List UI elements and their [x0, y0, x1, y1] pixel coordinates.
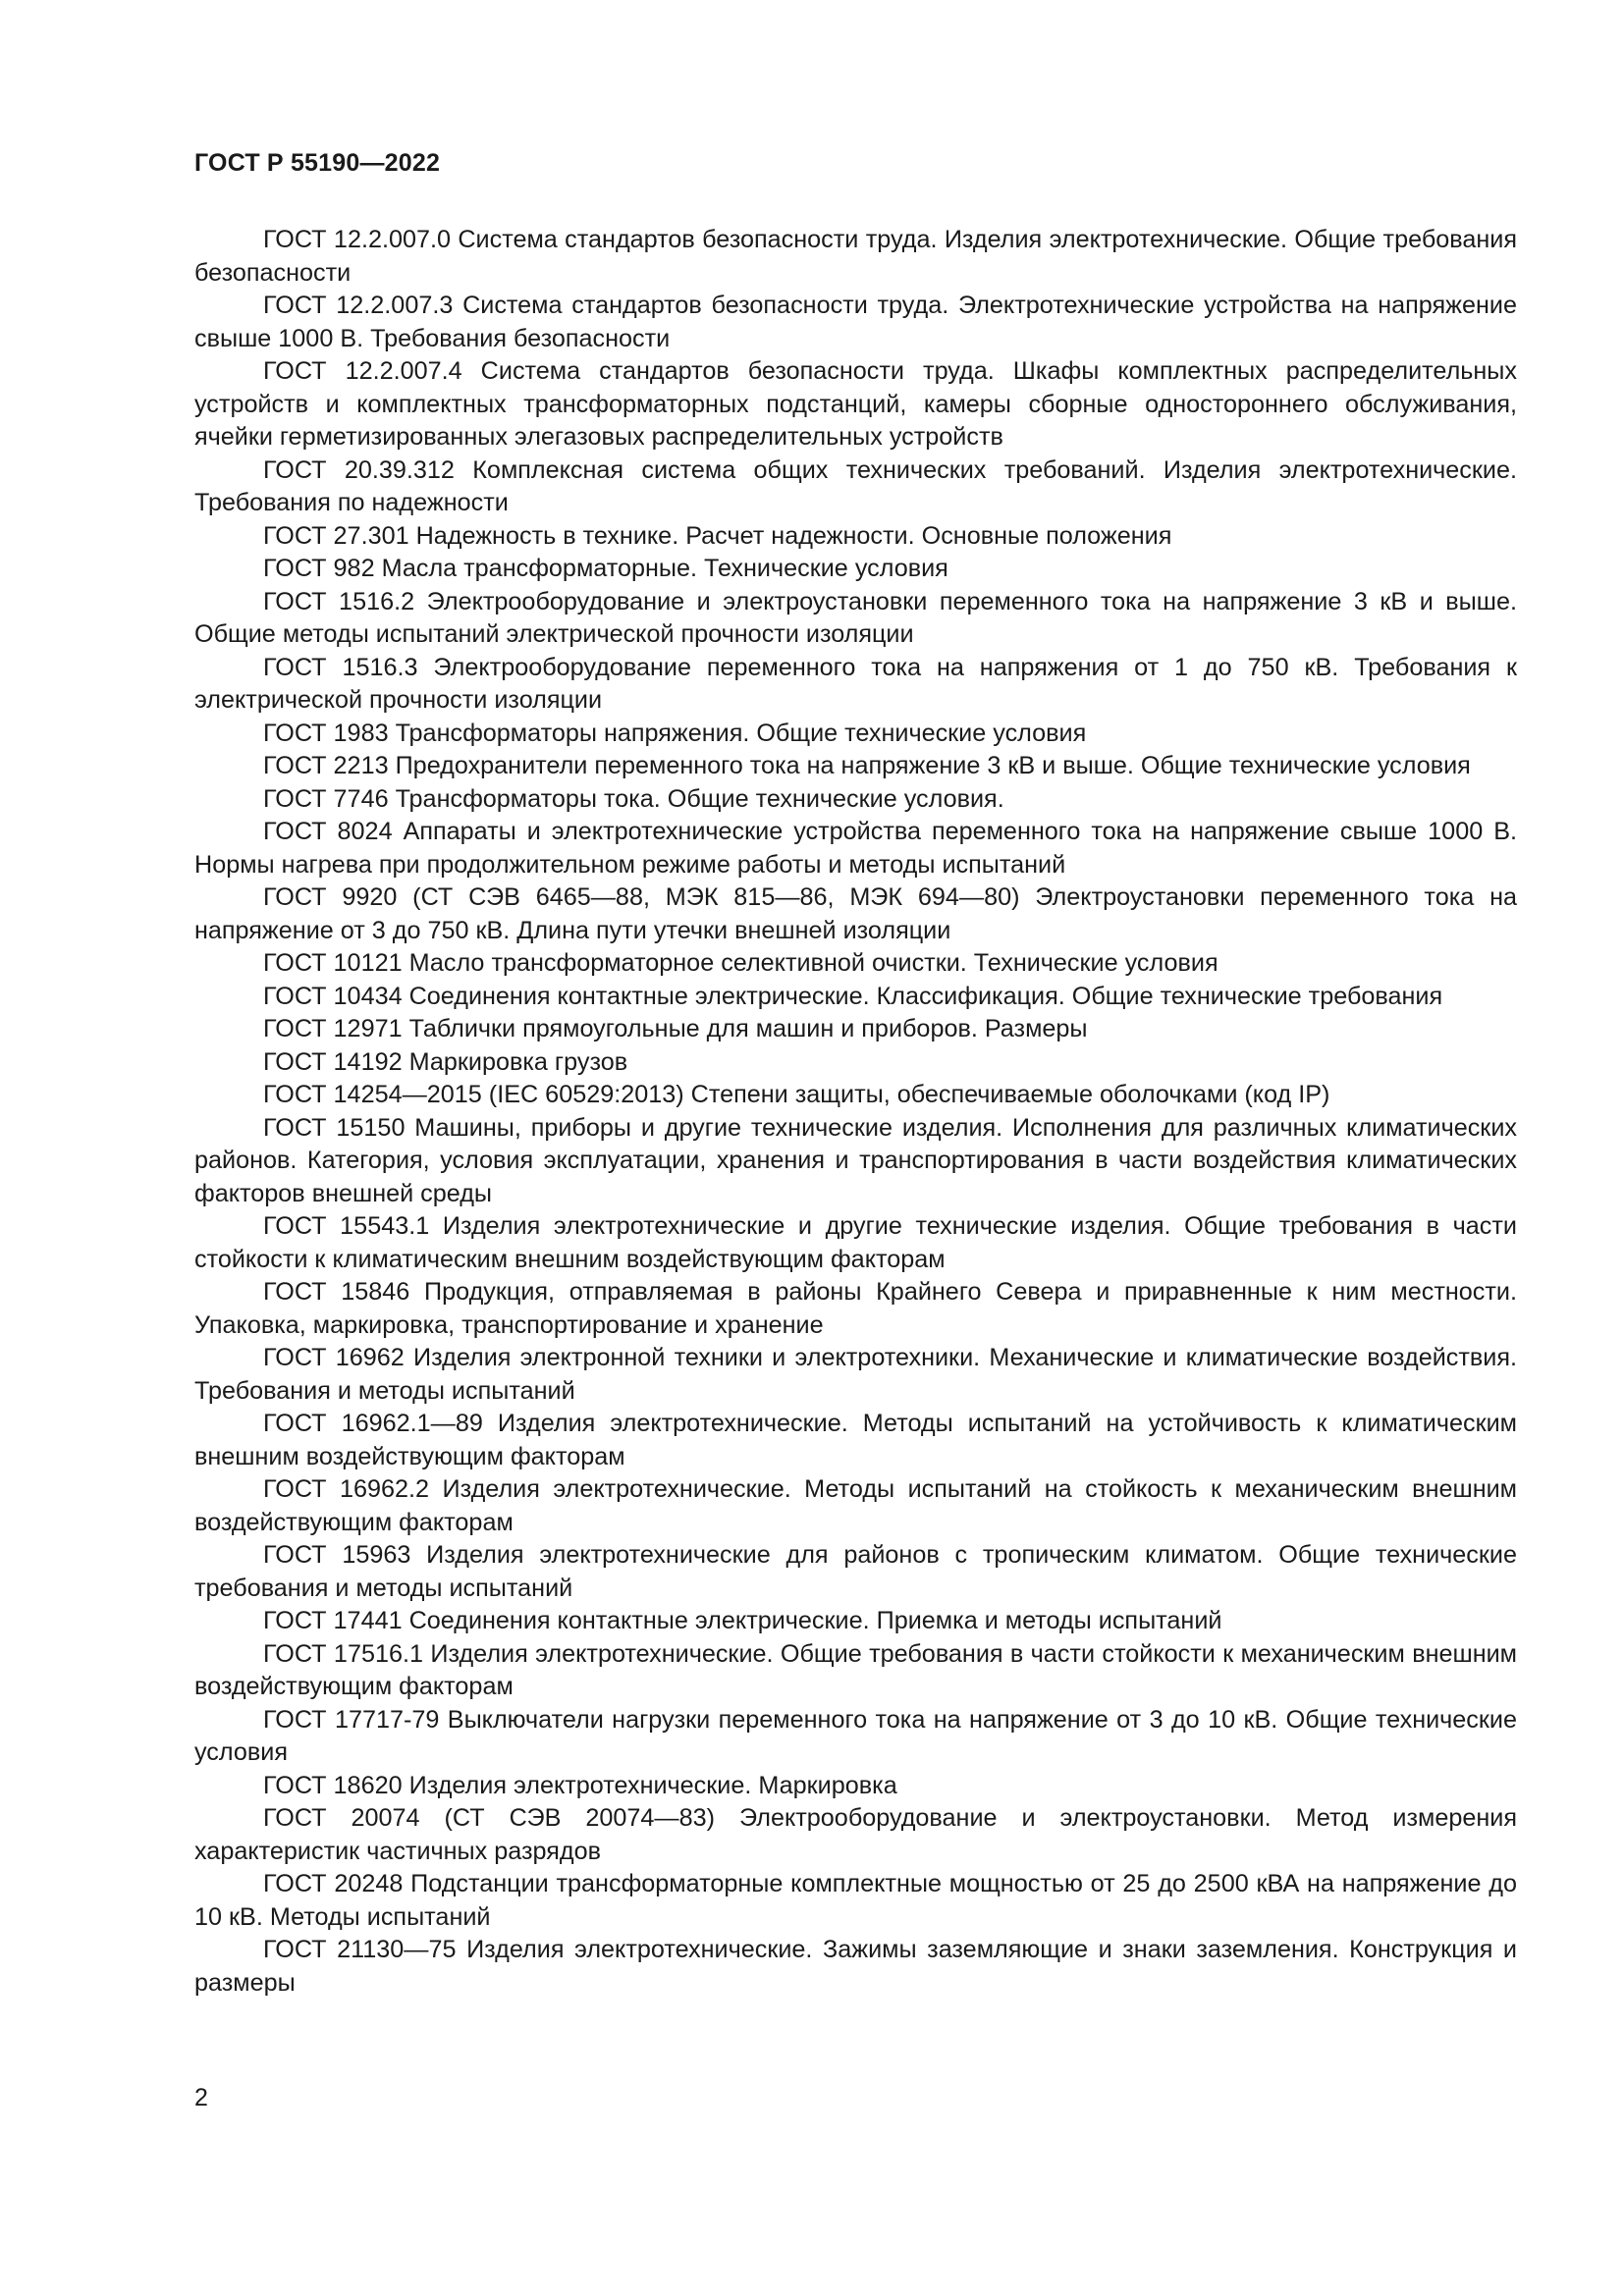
- reference-item: ГОСТ 21130—75 Изделия электротехнические. Зажимы заземляющие и знаки заземления. Конструкция и размеры: [194, 1936, 1517, 1997]
- page-number: 2: [194, 2084, 208, 2111]
- reference-item: ГОСТ 1516.2 Электрооборудование и электроустановки переменного тока на напряжение 3 кВ и выше. Общие методы испытаний электрической прочности изоляции: [194, 587, 1517, 648]
- reference-item: ГОСТ 1983 Трансформаторы напряжения. Общие технические условия: [263, 719, 1087, 747]
- reference-item: ГОСТ 17717-79 Выключатели нагрузки переменного тока на напряжение от 3 до 10 кВ. Общие технические условия: [194, 1705, 1517, 1766]
- reference-item: ГОСТ 16962 Изделия электронной техники и электротехники. Механические и климатические воздействия. Требования и методы испытаний: [194, 1344, 1517, 1405]
- reference-item: ГОСТ 14192 Маркировка грузов: [263, 1047, 628, 1076]
- reference-item: ГОСТ 8024 Аппараты и электротехнические устройства переменного тока на напряжение свыше 1000 В. Нормы нагрева при продолжительном режиме работы и методы испытаний: [194, 818, 1517, 879]
- reference-item: ГОСТ 1516.3 Электрооборудование переменного тока на напряжения от 1 до 750 кВ. Требования к электрической прочности изоляции: [194, 653, 1517, 714]
- reference-item: ГОСТ 12971 Таблички прямоугольные для машин и приборов. Размеры: [263, 1015, 1088, 1042]
- reference-item: ГОСТ 15150 Машины, приборы и другие технические изделия. Исполнения для различных климатических районов. Категория, условия эксплуатации, хранения и транспортирования в части воздействия климатических факторов внешней среды: [194, 1113, 1517, 1207]
- reference-item: ГОСТ 10434 Соединения контактные электрические. Классификация. Общие технические требования: [263, 982, 1443, 1010]
- reference-item: ГОСТ 18620 Изделия электротехнические. Маркировка: [263, 1771, 897, 1799]
- reference-item: ГОСТ 10121 Масло трансформаторное селективной очистки. Технические условия: [263, 949, 1218, 977]
- reference-item: ГОСТ 7746 Трансформаторы тока. Общие технические условия.: [263, 784, 1004, 813]
- reference-item: ГОСТ 20074 (СТ СЭВ 20074—83) Электрооборудование и электроустановки. Метод измерения характеристик частичных разрядов: [194, 1804, 1517, 1865]
- reference-item: ГОСТ 20.39.312 Комплексная система общих технических требований. Изделия электротехнические. Требования по надежности: [194, 455, 1517, 516]
- reference-item: ГОСТ 2213 Предохранители переменного тока на напряжение 3 кВ и выше. Общие технические условия: [263, 752, 1471, 779]
- reference-item: ГОСТ 15846 Продукция, отправляемая в районы Крайнего Севера и приравненные к ним местности. Упаковка, маркировка, транспортирование и хранение: [194, 1278, 1517, 1339]
- reference-item: ГОСТ 16962.2 Изделия электротехнические. Методы испытаний на стойкость к механическим внешним воздействующим факторам: [194, 1475, 1517, 1536]
- document-header-title: ГОСТ Р 55190—2022: [194, 149, 441, 177]
- reference-item: ГОСТ 12.2.007.0 Система стандартов безопасности труда. Изделия электротехнические. Общие требования безопасности: [194, 226, 1517, 287]
- reference-item: ГОСТ 14254—2015 (IEC 60529:2013) Степени защиты, обеспечиваемые оболочками (код IP): [263, 1081, 1330, 1108]
- reference-item: ГОСТ 12.2.007.4 Система стандартов безопасности труда. Шкафы комплектных распределительных устройств и комплектных трансформаторных подстанций, камеры сборные одностороннего обслуживания, ячейки герметизированных элегазовых распределительных устройств: [194, 357, 1517, 451]
- reference-item: ГОСТ 12.2.007.3 Система стандартов безопасности труда. Электротехнические устройства на напряжение свыше 1000 В. Требования безопасности: [194, 292, 1517, 352]
- reference-item: ГОСТ 15963 Изделия электротехнические для районов с тропическим климатом. Общие технические требования и методы испытаний: [194, 1541, 1517, 1602]
- reference-item: ГОСТ 20248 Подстанции трансформаторные комплектные мощностью от 25 до 2500 кВА на напряжение до 10 кВ. Методы испытаний: [194, 1870, 1517, 1931]
- reference-item: ГОСТ 15543.1 Изделия электротехнические и другие технические изделия. Общие требования в части стойкости к климатическим внешним воздействующим факторам: [194, 1212, 1517, 1273]
- reference-item: ГОСТ 16962.1—89 Изделия электротехнические. Методы испытаний на устойчивость к климатическим внешним воздействующим факторам: [194, 1410, 1517, 1470]
- reference-item: ГОСТ 982 Масла трансформаторные. Технические условия: [263, 555, 948, 582]
- reference-item: ГОСТ 17516.1 Изделия электротехнические. Общие требования в части стойкости к механическим внешним воздействующим факторам: [194, 1639, 1517, 1700]
- reference-item: ГОСТ 17441 Соединения контактные электрические. Приемка и методы испытаний: [263, 1607, 1222, 1634]
- reference-item: ГОСТ 27.301 Надежность в технике. Расчет надежности. Основные положения: [263, 521, 1172, 550]
- reference-item: ГОСТ 9920 (СТ СЭВ 6465—88, МЭК 815—86, МЭК 694—80) Электроустановки переменного тока на напряжение от 3 до 750 кВ. Длина пути утечки внешней изоляции: [194, 883, 1517, 944]
- normative-references-list: [194, 224, 1517, 2000]
